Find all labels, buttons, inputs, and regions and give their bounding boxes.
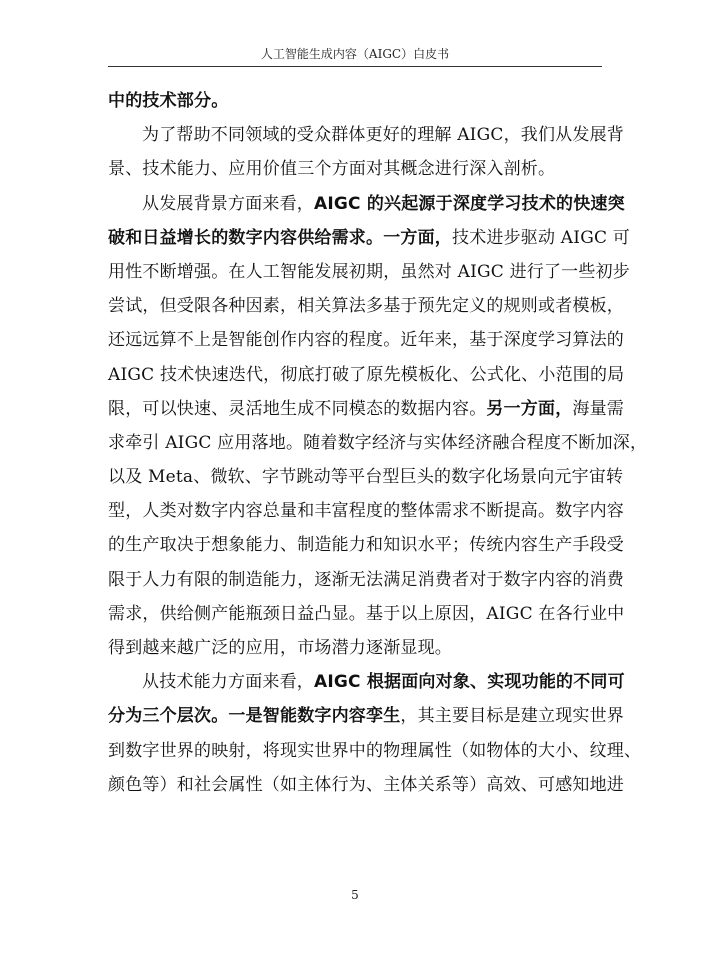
- text-line: [108, 84, 602, 118]
- text-span: 为了帮助不同领域的受众群体更好的理解 AIGC，我们从发展背: [142, 125, 624, 146]
- text-span: 海量需: [572, 398, 625, 419]
- text-span: 求牵引 AIGC 应用落地。随着数字经济与实体经济融合程度不断加深，: [108, 432, 648, 453]
- text-line: [108, 392, 625, 426]
- text-line: [108, 597, 625, 631]
- text-span: 从技术能力方面来看，: [142, 672, 314, 693]
- text-span: 到数字世界的映射，将现实世界中的物理属性（如物体的大小、纹理、: [108, 740, 642, 761]
- text-span: 限于人力有限的制造能力，逐渐无法满足消费者对于数字内容的消费: [108, 569, 624, 590]
- bold-text-span: 破和日益增长的数字内容供给需求。一方面，: [108, 227, 452, 248]
- text-line: [108, 563, 624, 597]
- text-span: 限，可以快速、灵活地生成不同模态的数据内容。: [108, 398, 487, 419]
- text-span: ，其主要目标是建立现实世界: [400, 706, 625, 727]
- text-span: 需求，供给侧产能瓶颈日益凸显。基于以上原因，AIGC 在各行业中: [108, 603, 625, 624]
- bold-text-span: 分为三个层次。一是智能数字内容孪生: [108, 706, 401, 727]
- text-line: [108, 734, 642, 768]
- text-line: [108, 187, 625, 221]
- text-span: 从发展背景方面来看，: [142, 193, 314, 214]
- text-line: [108, 289, 624, 323]
- header-divider: [108, 66, 602, 67]
- text-span: 的生产取决于想象能力、制造能力和知识水平；传统内容生产手段受: [108, 535, 624, 556]
- running-header: 人工智能生成内容（AIGC）白皮书: [260, 47, 450, 61]
- text-span: 型，人类对数字内容总量和丰富程度的整体需求不断提高。数字内容: [108, 501, 624, 522]
- text-line: [108, 323, 624, 357]
- text-span: AIGC 技术快速迭代，彻底打破了原先模板化、公式化、小范围的局: [108, 364, 625, 385]
- bold-text-span: AIGC 的兴起源于深度学习技术的快速突: [314, 193, 625, 214]
- text-span: 以及 Meta、微软、字节跳动等平台型巨头的数字化场景向元宇宙转: [108, 467, 624, 488]
- text-line: [108, 631, 602, 665]
- text-span: 颜色等）和社会属性（如主体行为、主体关系等）高效、可感知地进: [108, 774, 624, 795]
- text-line: [108, 699, 625, 733]
- page-number: 5: [351, 888, 359, 902]
- text-line: [108, 494, 624, 528]
- text-span: 尝试，但受限各种因素，相关算法多基于预先定义的规则或者模板，: [108, 296, 624, 317]
- text-span: 得到越来越广泛的应用，市场潜力逐渐显现。: [108, 638, 452, 658]
- text-line: [108, 255, 630, 289]
- bold-text-span: 中的技术部分。: [108, 91, 229, 111]
- text-line: [108, 426, 648, 460]
- bold-text-span: 另一方面，: [486, 398, 573, 419]
- text-line: [108, 358, 625, 392]
- text-line: [108, 768, 624, 802]
- body-text: [108, 84, 648, 802]
- bold-text-span: AIGC 根据面向对象、实现功能的不同可: [314, 672, 625, 693]
- text-line: [108, 118, 624, 152]
- text-span: 景、技术能力、应用价值三个方面对其概念进行深入剖析。: [108, 159, 556, 180]
- text-span: 用性不断增强。在人工智能发展初期，虽然对 AIGC 进行了一些初步: [108, 261, 630, 282]
- text-span: 技术进步驱动 AIGC 可: [452, 227, 630, 248]
- text-line: [108, 528, 624, 562]
- text-line: [108, 152, 602, 186]
- text-line: [108, 221, 630, 255]
- text-line: [108, 460, 624, 494]
- text-span: 还远远算不上是智能创作内容的程度。近年来，基于深度学习算法的: [108, 330, 624, 351]
- text-line: [108, 665, 625, 699]
